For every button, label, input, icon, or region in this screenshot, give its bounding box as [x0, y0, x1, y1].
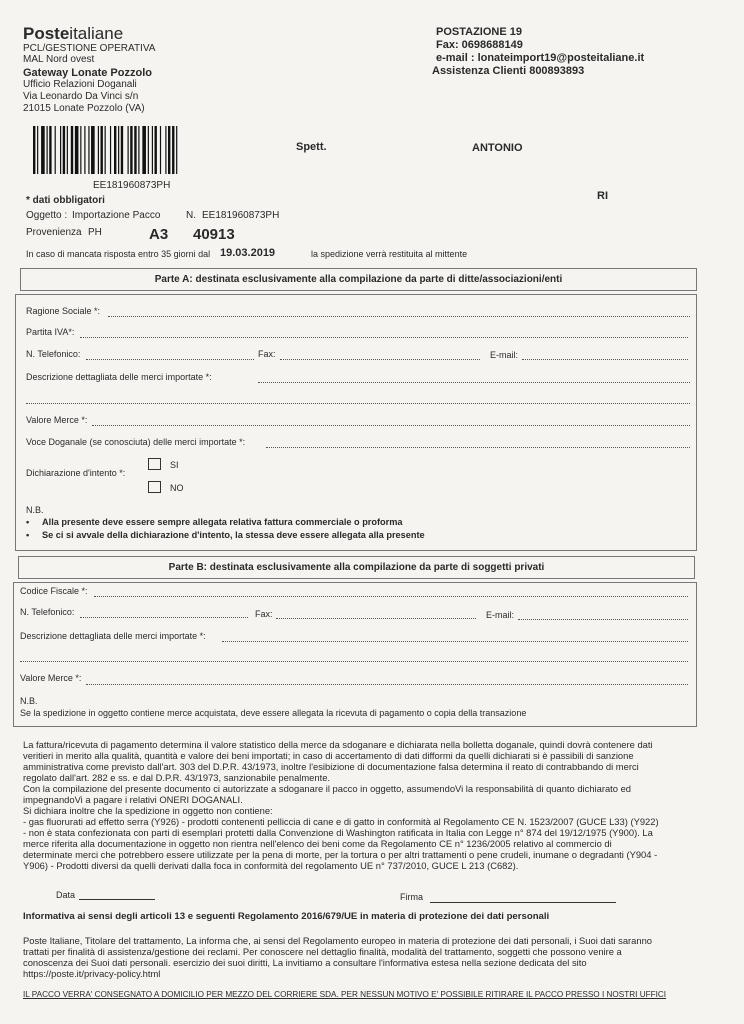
contact-email: e-mail : lonateimport19@posteitaliane.it: [436, 52, 645, 64]
barcode-bar: [91, 126, 95, 174]
sender-line-6: 21015 Lonate Pozzolo (VA): [23, 103, 145, 114]
mandatory-note: * dati obbligatori: [26, 195, 105, 206]
sender-line-4: Ufficio Relazioni Doganali: [23, 79, 137, 90]
fax-a-field[interactable]: [280, 359, 480, 360]
salutation: Spett.: [296, 141, 327, 153]
barcode-bar: [84, 126, 85, 174]
origin-value: PH: [88, 227, 102, 238]
contact-block: [432, 26, 645, 78]
number-value: EE181960873PH: [202, 210, 280, 221]
bullet-2-text: Se ci si avvale della dichiarazione d'intento, la stessa deve essere allegata alla presente: [42, 530, 425, 540]
no-label: NO: [170, 483, 184, 493]
deadline-date: 19.03.2019: [220, 247, 276, 259]
legal-line: - gas fluorurati ad effetto serra (Y926) - prodotti contenenti pelliccia di cane e di gatto in conformità al Regolamento CE N. 1523/2007 (GUCE L33) (Y922): [23, 816, 659, 827]
barcode-bar: [110, 126, 111, 174]
privacy-title: Informativa ai sensi degli articoli 13 e seguenti Regolamento 2016/679/UE in materia di protezione dei dati personali: [23, 911, 550, 922]
descrizione-b-field[interactable]: [222, 641, 688, 642]
signature-label: Firma: [400, 892, 423, 902]
email-b-field[interactable]: [518, 619, 688, 620]
code-prefix: A3: [149, 226, 169, 243]
part-b-title: Parte B: destinata esclusivamente alla compilazione da parte di soggetti privati: [168, 562, 545, 573]
barcode-bar: [60, 126, 61, 174]
barcode-bar: [114, 126, 116, 174]
barcode-bar: [63, 126, 65, 174]
valore-b-label: Valore Merce *:: [20, 673, 82, 683]
voce-doganale-label: Voce Doganale (se conosciuta) delle merci importate *:: [26, 437, 246, 447]
nb-a-label: N.B.: [26, 505, 44, 515]
date-label: Data: [56, 890, 76, 900]
barcode-bar: [33, 126, 35, 174]
telefono-b-label: N. Telefonico:: [20, 607, 75, 617]
part-b-header: [18, 556, 695, 579]
si-checkbox[interactable]: [148, 458, 161, 470]
part-a-header: [20, 268, 697, 291]
email-a-label: E-mail:: [490, 350, 519, 360]
privacy-line: Poste Italiane, Titolare del trattamento, La informa che, ai sensi del Regolamento europeo in materia di protezione dei dati personali, i Suoi dati saranno: [23, 935, 653, 946]
fax-number: Fax: 0698688149: [436, 39, 523, 51]
telefono-b-field[interactable]: [80, 617, 248, 618]
subject-value: Importazione Pacco: [72, 210, 161, 221]
barcode-bar: [172, 126, 174, 174]
legal-line: impegnandoVi a pagare i relativi ONERI DOGANALI.: [23, 794, 243, 805]
logo-part-2: italiane: [69, 24, 124, 43]
barcode-bar: [130, 126, 132, 174]
barcode-bar: [152, 126, 153, 174]
barcode-bar: [118, 126, 119, 174]
dichiarazione-label: Dichiarazione d'intento *:: [26, 468, 126, 478]
fax-b-field[interactable]: [276, 618, 476, 619]
descrizione-b-label: Descrizione dettagliata delle merci importate *:: [20, 631, 206, 641]
telefono-a-field[interactable]: [86, 359, 254, 360]
footer-notice: IL PACCO VERRA' CONSEGNATO A DOMICILIO PER MEZZO DEL CORRIERE SDA. PER NESSUN MOTIVO E' POSSIBILE RITIRARE IL PACCO PRESSO I NOSTRI UFFICI: [23, 990, 667, 999]
barcode-bar: [105, 126, 106, 174]
legal-line: veritieri in merito alla qualità, quantità e valore dei beni importati; in caso di accertamento di dati difformi da quelli dichiarati si è passibili di sanzione: [23, 750, 634, 761]
email-a-field[interactable]: [522, 359, 688, 360]
assistance-number: Assistenza Clienti 800893893: [432, 65, 585, 77]
valore-a-label: Valore Merce *:: [26, 415, 88, 425]
barcode-bar: [128, 126, 129, 174]
legal-paragraph: [23, 739, 659, 871]
descrizione-a-field[interactable]: [258, 382, 690, 383]
barcode-bar: [88, 126, 89, 174]
valore-b-field[interactable]: [86, 684, 688, 685]
part-a-title: Parte A: destinata esclusivamente alla compilazione da parte di ditte/associazioni/enti: [154, 274, 563, 285]
sender-line-2: MAL Nord ovest: [23, 54, 95, 65]
bullet-1-text: Alla presente deve essere sempre allegata relativa fattura commerciale o proforma: [42, 517, 403, 527]
barcode-bar: [37, 126, 38, 174]
legal-line: - non è stata confezionata con parti di esemplari protetti dalla Convenzione di Washington ratificata in Italia con Legge n° 874 del 19/12/1975 (Y900). La: [23, 827, 653, 838]
legal-line: amministrativa come previsto dall'art. 303 del D.P.R. 43/1973, inoltre l'esibizione di documentazione falsa determina il reato di contrabbando di merci: [23, 761, 639, 772]
part-a-box: [15, 294, 697, 551]
nb-b-text: Se la spedizione in oggetto contiene merce acquistata, deve essere allegata la ricevuta di pagamento o copia della transazione: [20, 708, 527, 718]
code-number: 40913: [193, 226, 235, 243]
partita-iva-label: Partita IVA*:: [26, 327, 75, 337]
partita-iva-field[interactable]: [80, 337, 688, 338]
barcode-code: EE181960873PH: [93, 180, 171, 191]
privacy-paragraph: [23, 935, 652, 979]
valore-a-field[interactable]: [92, 425, 690, 426]
barcode-bar: [138, 126, 139, 174]
logo-part-1: Poste: [23, 24, 70, 43]
subject-label: Oggetto :: [26, 210, 68, 221]
sender-line-5: Via Leonardo Da Vinci s/n: [23, 91, 139, 102]
station-label: POSTAZIONE 19: [436, 26, 522, 38]
ragione-sociale-field[interactable]: [108, 316, 690, 317]
barcode-bar: [71, 126, 73, 174]
barcode-bar: [75, 126, 79, 174]
descrizione-a-field-2[interactable]: [26, 403, 690, 404]
recipient-name: ANTONIO: [472, 142, 523, 154]
sender-block: [23, 43, 155, 115]
signature-field[interactable]: [430, 902, 616, 903]
deadline-suffix: la spedizione verrà restituita al mittente: [311, 249, 468, 259]
telefono-a-label: N. Telefonico:: [26, 349, 81, 359]
barcode-bar: [121, 126, 123, 174]
legal-line: regolato dall'art. 282 e ss. e dal D.P.R. 43/1973, sanzionabile penalmente.: [23, 772, 331, 783]
barcode-bar: [176, 126, 177, 174]
barcode-graphic: [33, 126, 229, 174]
descrizione-a-label: Descrizione dettagliata delle merci importate *:: [26, 372, 212, 382]
barcode-bar: [165, 126, 166, 174]
email-b-label: E-mail:: [486, 610, 515, 620]
part-b-box: [13, 582, 697, 727]
barcode-bar: [67, 126, 68, 174]
barcode-bar: [101, 126, 103, 174]
sender-line-3: Gateway Lonate Pozzolo: [23, 67, 152, 79]
fax-a-label: Fax:: [258, 349, 276, 359]
number-label: N.: [186, 210, 196, 221]
privacy-line: https://poste.it/privacy-policy.html: [23, 968, 161, 979]
codice-fiscale-label: Codice Fiscale *:: [20, 586, 88, 596]
barcode-bar: [134, 126, 136, 174]
barcode-bar: [49, 126, 51, 174]
sender-line-1: PCL/GESTIONE OPERATIVA: [23, 43, 156, 54]
barcode-bar: [160, 126, 161, 174]
privacy-line: trattati per finalità di assistenza/gestione dei reclami. Per conoscere nel dettaglio finalità, modalità del trattamento, soggetti che possono venire a: [23, 946, 622, 957]
si-label: SI: [170, 460, 179, 470]
descrizione-b-field-2[interactable]: [20, 661, 688, 662]
barcode-bar: [168, 126, 170, 174]
barcode-bar: [98, 126, 99, 174]
origin-label: Provenienza: [26, 227, 82, 238]
fax-b-label: Fax:: [255, 609, 273, 619]
deadline-text: In caso di mancata risposta entro 35 giorni dal: [26, 249, 211, 259]
legal-line: Si dichiara inoltre che la spedizione in oggetto non contiene:: [23, 805, 273, 816]
no-checkbox[interactable]: [148, 481, 161, 493]
barcode-bar: [47, 126, 48, 174]
barcode-bar: [142, 126, 146, 174]
codice-fiscale-field[interactable]: [94, 596, 688, 597]
nb-a-bullet-1: • Alla presente deve essere sempre allegata relativa fattura commerciale o proforma: [26, 517, 403, 527]
ragione-sociale-label: Ragione Sociale *:: [26, 306, 101, 316]
legal-line: Con la compilazione del presente documento ci autorizzate a sdoganare il pacco in oggetto, assumendoVi la responsabilità di quanto dichiarato ed: [23, 783, 632, 794]
legal-line: merce riferita alla documentazione in oggetto non rientra nell'elenco dei beni come da Regolamento CE n° 1236/2005 relativo al commercio di: [23, 838, 612, 849]
barcode-bar: [41, 126, 45, 174]
privacy-line: conoscenza dei Suoi dati personali. esercizio dei suoi diritti, La invitiamo a consultare l'informativa estesa nella sezione dedicata del sito: [23, 957, 587, 968]
nb-a-bullet-2: • Se ci si avvale della dichiarazione d'intento, la stessa deve essere allegata alla presente: [26, 530, 425, 540]
poste-logo: [23, 24, 123, 43]
barcode-bar: [80, 126, 81, 174]
recipient-extra: RI: [597, 190, 608, 202]
barcode-bar: [148, 126, 149, 174]
barcode-bar: [155, 126, 157, 174]
legal-line: La fattura/ricevuta di pagamento determina il valore statistico della merce da sdoganare e dichiarata nella bolletta doganale, quindi dovrà contenere dati: [23, 739, 653, 750]
nb-b-label: N.B.: [20, 696, 38, 706]
date-field[interactable]: [79, 899, 155, 900]
barcode-bar: [55, 126, 56, 174]
legal-line: Y906) - Prodotti diversi da quelli derivati dalla foca in conformità del regolamento UE n° 737/2010, GUCE L 213 (C682).: [23, 860, 519, 871]
legal-line: determinate merci che potrebbero essere utilizzate per la pena di morte, per la tortura o per altri trattamenti o pene crudeli, inumane o degradanti (Y904 -: [23, 849, 658, 860]
voce-doganale-field[interactable]: [266, 447, 690, 448]
